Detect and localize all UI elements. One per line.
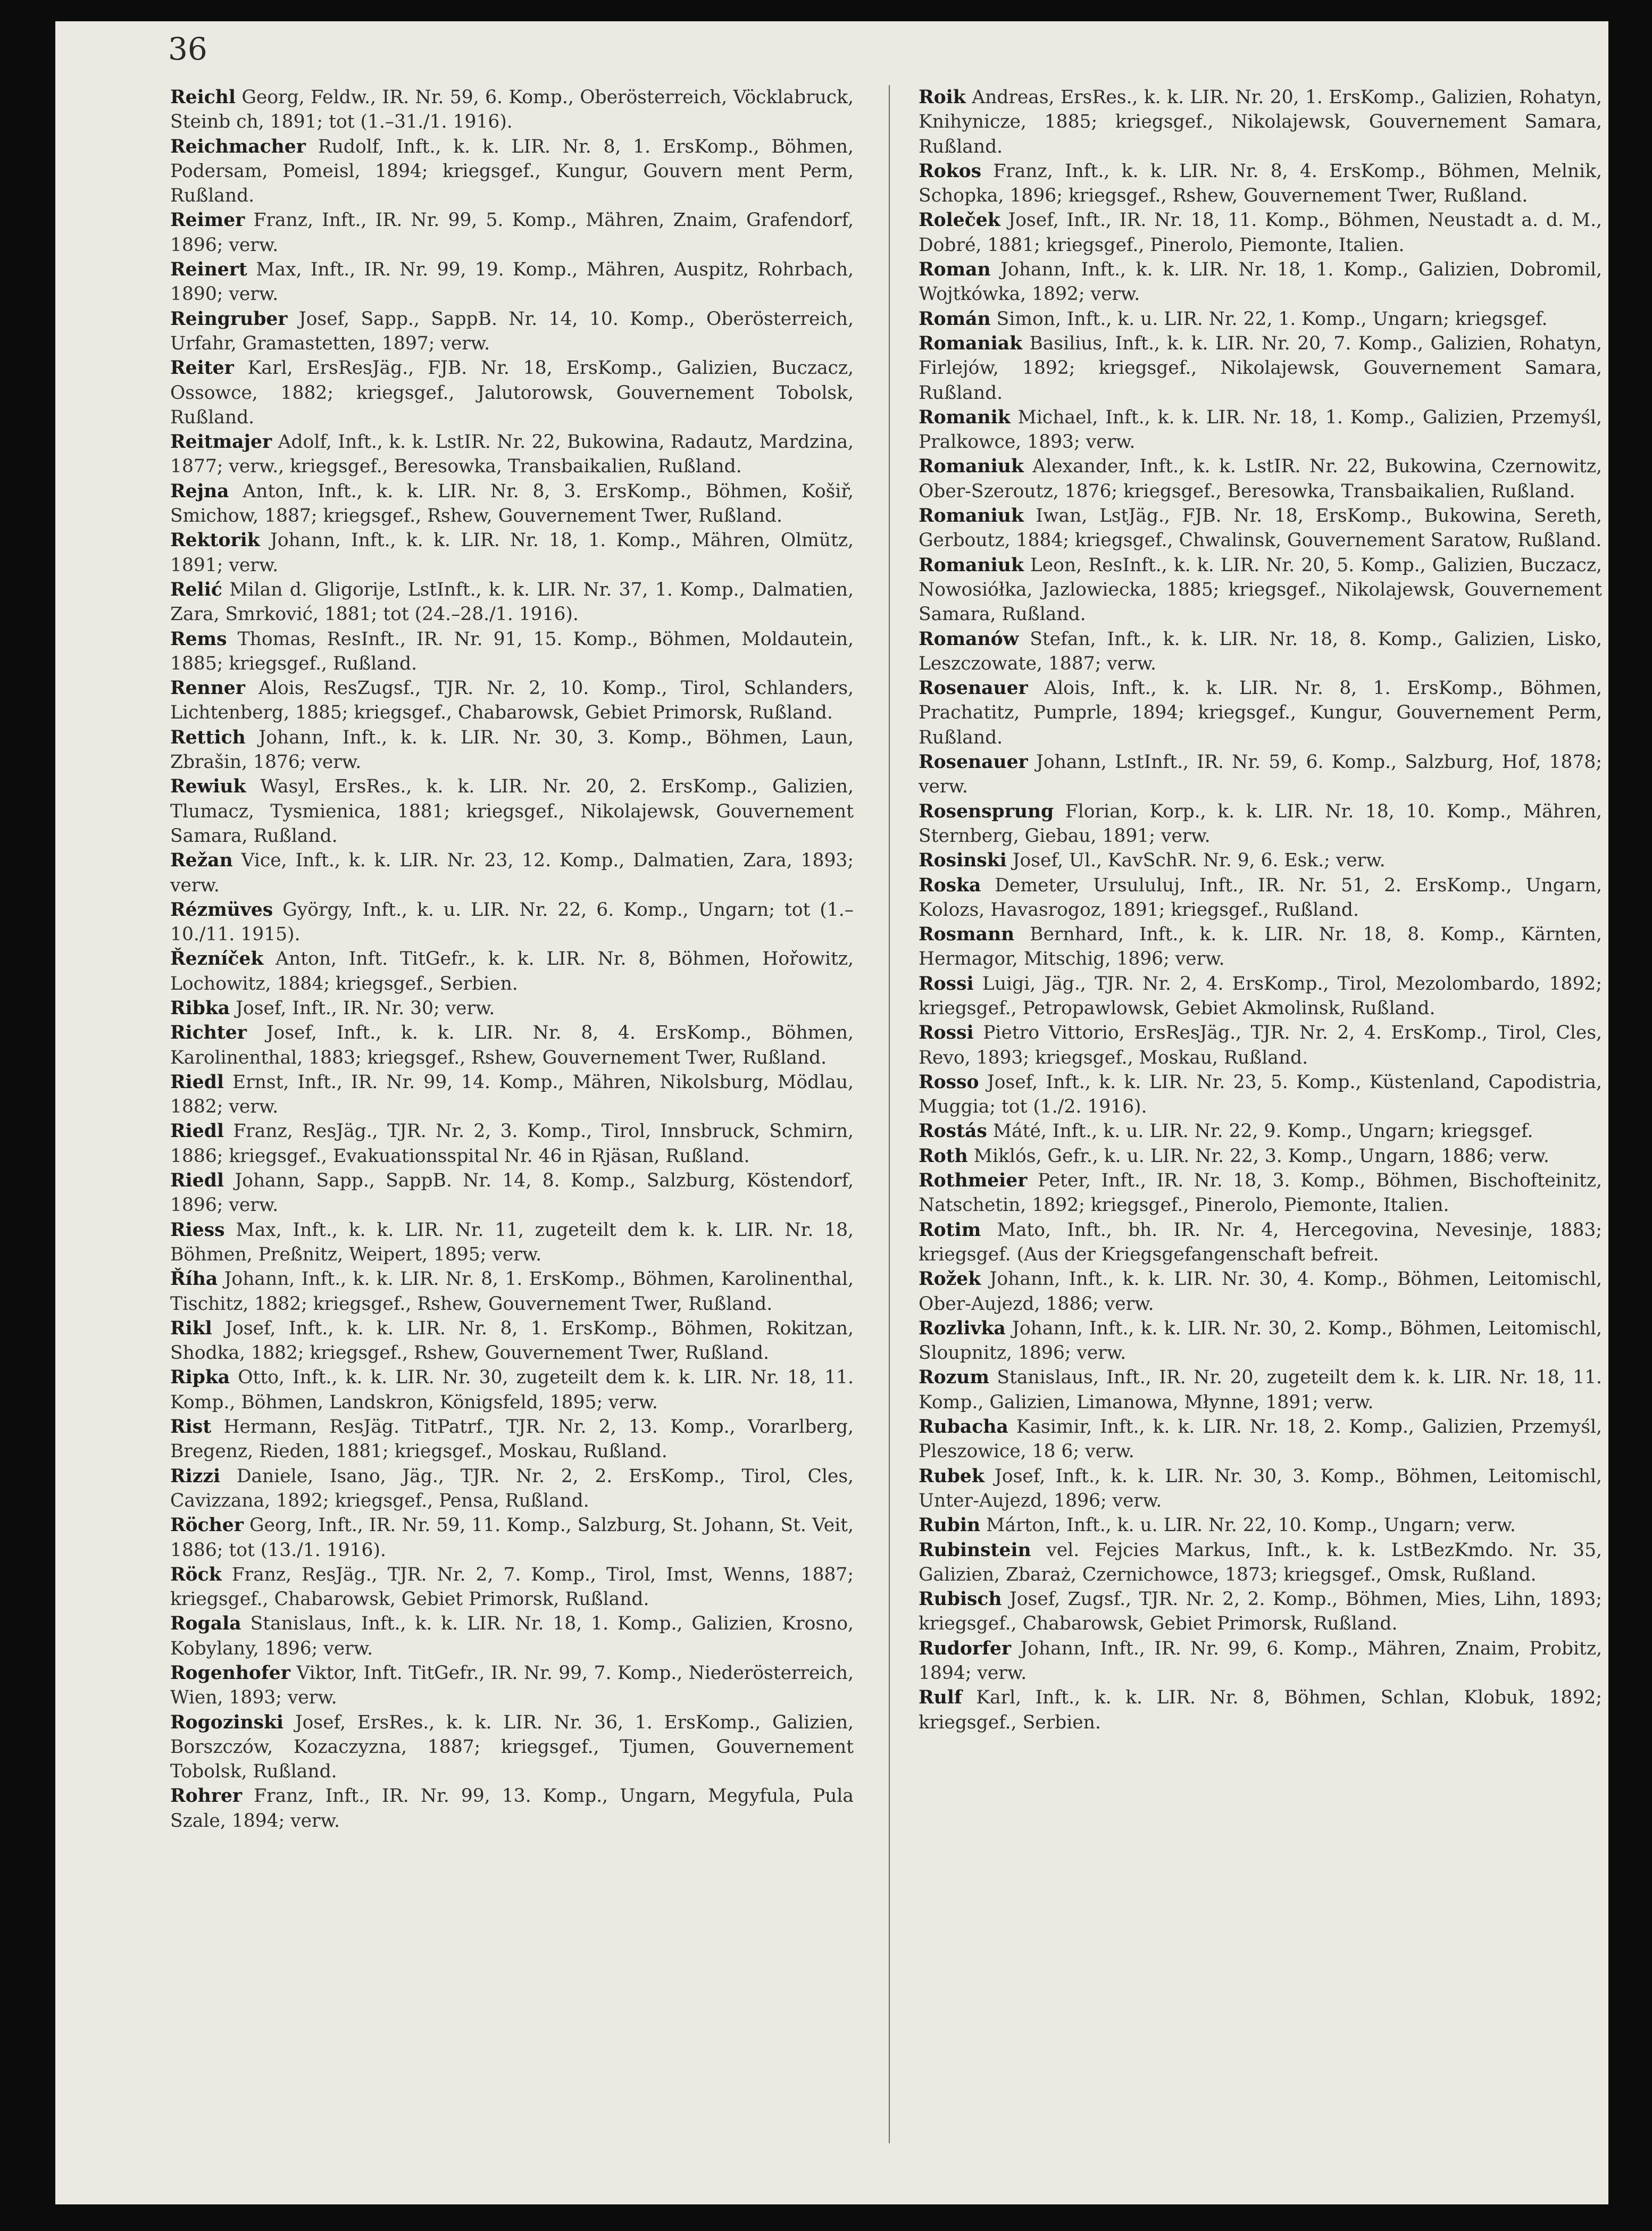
- entry-details: Anton, Inft., k. k. LIR. Nr. 8, 3. ErsKomp., Böhmen, Košiř, Smichow, 1887; kriegsgef., Rshew, Gouvernement Twer, Rußland.: [170, 480, 854, 527]
- entry-surname: Riedl: [170, 1121, 224, 1142]
- entry-surname: Rotim: [919, 1219, 981, 1241]
- entry-surname: Rektorik: [170, 530, 260, 552]
- entry-details: Andreas, ErsRes., k. k. LIR. Nr. 20, 1. ErsKomp., Galizien, Rohatyn, Knihynicze, 1885; kriegsgef., Nikolajewsk, Gouvernement Samara, Rußland.: [919, 87, 1602, 157]
- register-entry: [919, 627, 1602, 676]
- entry-details: Johann, LstInft., IR. Nr. 59, 6. Komp., Salzburg, Hof, 1878; verw.: [919, 751, 1603, 798]
- entry-details: Otto, Inft., k. k. LIR. Nr. 30, zugeteilt dem k. k. LIR. Nr. 18, 11. Komp., Böhmen, Landskron, Königsfeld, 1895; verw.: [170, 1367, 854, 1413]
- entry-details: Johann, Inft., k. k. LIR. Nr. 18, 1. Komp., Galizien, Dobromil, Wojtkówka, 1892; verw.: [919, 259, 1602, 305]
- entry-surname: Rozum: [919, 1367, 989, 1389]
- register-entry: [919, 1218, 1602, 1267]
- entry-surname: Rosenauer: [919, 751, 1028, 773]
- entry-surname: Richter: [170, 1022, 247, 1044]
- register-entry: [170, 578, 854, 627]
- register-entry: [170, 1611, 854, 1661]
- entry-surname: Reitmajer: [170, 431, 272, 453]
- register-entry: [919, 1464, 1602, 1514]
- page-number: 36: [168, 31, 207, 67]
- register-entry: [170, 85, 854, 135]
- entry-details: Josef, Inft., k. k. LIR. Nr. 8, 1. ErsKomp., Böhmen, Rokitzan, Shodka, 1882; kriegsgef., Rshew, Gouvernement Twer, Rußland.: [170, 1317, 854, 1364]
- register-entry: [170, 1119, 854, 1168]
- entry-details: Georg, Inft., IR. Nr. 59, 11. Komp., Salzburg, St. Johann, St. Veit, 1886; tot (13./1. 1916).: [170, 1515, 854, 1561]
- register-entry: [919, 1168, 1602, 1218]
- entry-surname: Rothmeier: [919, 1170, 1028, 1192]
- entry-details: Karl, Inft., k. k. LIR. Nr. 8, Böhmen, Schlan, Klobuk, 1892; kriegsgef., Serbien.: [919, 1687, 1603, 1733]
- entry-details: Kasimir, Inft., k. k. LIR. Nr. 18, 2. Komp., Galizien, Przemyśl, Pleszowice, 18 6; verw.: [919, 1416, 1602, 1463]
- register-entry: [170, 1316, 854, 1366]
- entry-details: Josef, Ul., KavSchR. Nr. 9, 6. Esk.; verw.: [1012, 850, 1386, 872]
- entry-surname: Rogala: [170, 1613, 241, 1635]
- register-entry: [919, 85, 1602, 159]
- entry-details: vel. Fejcies Markus, Inft., k. k. LstBezKmdo. Nr. 35, Galizien, Zbaraż, Czernichowce, 1873; kriegsgef., Omsk, Rußland.: [919, 1539, 1602, 1585]
- entry-surname: Rubinstein: [919, 1539, 1031, 1561]
- entry-details: Luigi, Jäg., TJR. Nr. 2, 4. ErsKomp., Tirol, Mezolombardo, 1892; kriegsgef., Petropawlowsk, Gebiet Akmolinsk, Rußland.: [919, 973, 1602, 1019]
- register-entry: [919, 1513, 1602, 1538]
- entry-details: Franz, ResJäg., TJR. Nr. 2, 3. Komp., Tirol, Innsbruck, Schmirn, 1886; kriegsgef., Evakuationsspital Nr. 46 in Rjäsan, Rußland.: [170, 1121, 854, 1167]
- entry-surname: Roik: [919, 87, 966, 108]
- register-entry: [919, 1267, 1602, 1316]
- entry-surname: Rosinski: [919, 850, 1007, 872]
- entry-details: Alexander, Inft., k. k. LstIR. Nr. 22, Bukowina, Czernowitz, Ober-Szeroutz, 1876; kriegsgef., Beresowka, Transbaikalien, Rußland.: [919, 456, 1603, 502]
- entry-details: Mato, Inft., bh. IR. Nr. 4, Hercegovina, Nevesinje, 1883; kriegsgef. (Aus der Kriegsgefangenschaft befreit.: [919, 1219, 1602, 1265]
- entry-surname: Romanik: [919, 406, 1011, 428]
- entry-details: Karl, ErsResJäg., FJB. Nr. 18, ErsKomp., Galizien, Buczacz, Ossowce, 1882; kriegsgef., Jalutorowsk, Gouvernement Tobolsk, Rußland.: [170, 357, 854, 428]
- entry-surname: Röck: [170, 1564, 222, 1585]
- entry-surname: Roleček: [919, 210, 1000, 231]
- register-entry: [919, 454, 1602, 504]
- register-entry: [170, 430, 854, 479]
- entry-surname: Rožek: [919, 1268, 981, 1290]
- entry-details: Pietro Vittorio, ErsResJäg., TJR. Nr. 2, 4. ErsKomp., Tirol, Cles, Revo, 1893; kriegsgef., Moskau, Rußland.: [919, 1022, 1602, 1068]
- entry-surname: Rewiuk: [170, 776, 246, 798]
- entry-surname: Ribka: [170, 997, 230, 1019]
- entry-details: Georg, Feldw., IR. Nr. 59, 6. Komp., Oberösterreich, Vöcklabruck, Steinb ch, 1891; tot (1.–31./1. 1916).: [170, 87, 854, 133]
- register-entry: [919, 750, 1602, 799]
- entry-surname: Reiter: [170, 357, 234, 379]
- register-entry: [170, 1070, 854, 1119]
- register-entry: [170, 947, 854, 996]
- entry-surname: Reichl: [170, 87, 236, 108]
- entry-details: Leon, ResInft., k. k. LIR. Nr. 20, 5. Komp., Galizien, Buczacz, Nowosiółka, Jazlowiecka, 1885; kriegsgef., Nikolajewsk, Gouvernement Samara, Rußland.: [919, 554, 1602, 625]
- entry-surname: Romaniuk: [919, 456, 1024, 478]
- entry-details: Viktor, Inft. TitGefr., IR. Nr. 99, 7. Komp., Niederösterreich, Wien, 1893; verw.: [170, 1662, 854, 1709]
- register-entry: [919, 1636, 1602, 1686]
- register-entry: [919, 553, 1602, 627]
- entry-details: Demeter, Ursululuj, Inft., IR. Nr. 51, 2. ErsKomp., Ungarn, Kolozs, Havasrogoz, 1891; kriegsgef., Rußland.: [919, 874, 1602, 921]
- entry-surname: Renner: [170, 678, 245, 699]
- register-entry: [919, 922, 1602, 972]
- entry-surname: Rosso: [919, 1071, 979, 1093]
- document-page: [55, 21, 1608, 2204]
- entry-details: Florian, Korp., k. k. LIR. Nr. 18, 10. Komp., Mähren, Sternberg, Giebau, 1891; verw.: [919, 800, 1602, 847]
- entry-surname: Rohrer: [170, 1785, 243, 1807]
- entry-surname: Rozlivka: [919, 1317, 1006, 1339]
- register-entry: [170, 1168, 854, 1218]
- register-entry: [170, 1415, 854, 1464]
- entry-surname: Rettich: [170, 726, 246, 748]
- entry-details: Hermann, ResJäg. TitPatrf., TJR. Nr. 2, 13. Komp., Vorarlberg, Bregenz, Rieden, 1881; kriegsgef., Moskau, Rußland.: [170, 1416, 854, 1463]
- entry-surname: Romaniuk: [919, 505, 1024, 527]
- entry-details: Anton, Inft. TitGefr., k. k. LIR. Nr. 8, Böhmen, Hořowitz, Lochowitz, 1884; kriegsgef., Serbien.: [170, 948, 854, 995]
- entry-details: Alois, ResZugsf., TJR. Nr. 2, 10. Komp., Tirol, Schlanders, Lichtenberg, 1885; kriegsgef., Chabarowsk, Gebiet Primorsk, Rußland.: [170, 678, 854, 724]
- register-entry: [170, 1661, 854, 1710]
- entry-surname: Rogozinski: [170, 1711, 284, 1733]
- register-entry: [170, 356, 854, 430]
- entry-details: Franz, Inft., k. k. LIR. Nr. 8, 4. ErsKomp., Böhmen, Melnik, Schopka, 1896; kriegsgef., Rshew, Gouvernement Twer, Rußland.: [919, 160, 1602, 207]
- entry-details: Miklós, Gefr., k. u. LIR. Nr. 22, 3. Komp., Ungarn, 1886; verw.: [973, 1145, 1549, 1167]
- register-entry: [170, 1267, 854, 1316]
- entry-surname: Riedl: [170, 1170, 224, 1192]
- left-column: [170, 85, 854, 1833]
- entry-surname: Rist: [170, 1416, 212, 1438]
- entry-surname: Reingruber: [170, 308, 288, 330]
- register-entry: [919, 504, 1602, 553]
- entry-details: Franz, Inft., IR. Nr. 99, 5. Komp., Mähren, Znaim, Grafendorf, 1896; verw.: [170, 210, 854, 256]
- entry-surname: Romanów: [919, 628, 1019, 650]
- entry-details: Wasyl, ErsRes., k. k. LIR. Nr. 20, 2. ErsKomp., Galizien, Tlumacz, Tysmienica, 1881; kriegsgef., Nikolajewsk, Gouvernement Samara, Rußland.: [170, 776, 854, 847]
- entry-surname: Rosmann: [919, 924, 1015, 946]
- register-entry: [919, 331, 1602, 405]
- column-divider: [889, 85, 890, 2143]
- entry-surname: Rosenauer: [919, 678, 1028, 699]
- entry-surname: Rossi: [919, 973, 974, 995]
- entry-details: Johann, Sapp., SappB. Nr. 14, 8. Komp., Salzburg, Köstendorf, 1896; verw.: [170, 1170, 854, 1216]
- register-entry: [919, 1144, 1602, 1168]
- register-entry: [919, 848, 1602, 873]
- entry-surname: Roska: [919, 874, 981, 896]
- register-entry: [919, 208, 1602, 257]
- register-entry: [170, 627, 854, 676]
- register-entry: [170, 135, 854, 208]
- register-entry: [170, 1784, 854, 1833]
- register-entry: [919, 1587, 1602, 1636]
- entry-surname: Rokos: [919, 160, 982, 182]
- entry-surname: Riedl: [170, 1071, 224, 1093]
- register-entry: [919, 873, 1602, 923]
- entry-details: Josef, Inft., k. k. LIR. Nr. 23, 5. Komp., Küstenland, Capodistria, Muggia; tot (1./2. 1916).: [919, 1071, 1603, 1118]
- register-entry: [170, 1218, 854, 1267]
- register-entry: [919, 159, 1602, 208]
- entry-surname: Ripka: [170, 1367, 230, 1389]
- register-entry: [919, 972, 1602, 1021]
- entry-surname: Rogenhofer: [170, 1662, 290, 1684]
- entry-surname: Romaniak: [919, 332, 1022, 354]
- entry-details: Josef, Inft., k. k. LIR. Nr. 30, 3. Komp., Böhmen, Leitomischl, Unter-Aujezd, 1896; verw.: [919, 1465, 1602, 1511]
- entry-surname: Rudorfer: [919, 1637, 1012, 1659]
- register-entry: [919, 1415, 1602, 1464]
- entry-surname: Rubin: [919, 1515, 981, 1536]
- entry-details: Johann, Inft., k. k. LIR. Nr. 18, 1. Komp., Mähren, Olmütz, 1891; verw.: [170, 530, 854, 576]
- register-entry: [170, 725, 854, 775]
- right-column: [919, 85, 1602, 1735]
- register-entry: [919, 1316, 1602, 1366]
- entry-surname: Roth: [919, 1145, 968, 1167]
- register-entry: [170, 1562, 854, 1612]
- entry-details: Simon, Inft., k. u. LIR. Nr. 22, 1. Komp., Ungarn; kriegsgef.: [996, 308, 1548, 330]
- entry-surname: Romaniuk: [919, 554, 1024, 576]
- entry-details: Johann, Inft., k. k. LIR. Nr. 30, 4. Komp., Böhmen, Leitomischl, Ober-Aujezd, 1886; verw.: [919, 1268, 1602, 1315]
- entry-surname: Reinert: [170, 259, 247, 281]
- register-entry: [170, 898, 854, 947]
- entry-surname: Rubisch: [919, 1589, 1002, 1610]
- register-entry: [919, 1021, 1602, 1070]
- entry-surname: Rulf: [919, 1687, 962, 1709]
- entry-details: Márton, Inft., k. u. LIR. Nr. 22, 10. Komp., Ungarn; verw.: [986, 1515, 1516, 1536]
- register-entry: [170, 257, 854, 307]
- entry-surname: Řezníček: [170, 948, 264, 970]
- register-entry: [919, 799, 1602, 849]
- entry-details: Max, Inft., k. k. LIR. Nr. 11, zugeteilt dem k. k. LIR. Nr. 18, Böhmen, Preßnitz, Weipert, 1895; verw.: [170, 1219, 854, 1265]
- entry-surname: Reimer: [170, 210, 245, 231]
- register-entry: [919, 1538, 1602, 1587]
- register-entry: [170, 1513, 854, 1562]
- entry-details: Rudolf, Inft., k. k. LIR. Nr. 8, 1. ErsKomp., Böhmen, Podersam, Pomeisl, 1894; kriegsgef., Kungur, Gouvern ment Perm, Rußland.: [170, 136, 854, 207]
- entry-details: Johann, Inft., IR. Nr. 99, 6. Komp., Mähren, Znaim, Probitz, 1894; verw.: [919, 1637, 1602, 1684]
- entry-details: Josef, Inft., IR. Nr. 30; verw.: [236, 997, 495, 1019]
- entry-details: Josef, ErsRes., k. k. LIR. Nr. 36, 1. ErsKomp., Galizien, Borszczów, Kozaczyzna, 1887; kriegsgef., Tjumen, Gouvernement Tobolsk, Rußland.: [170, 1711, 854, 1783]
- register-entry: [170, 848, 854, 898]
- register-entry: [170, 1710, 854, 1784]
- entry-surname: Rems: [170, 628, 227, 650]
- entry-details: Josef, Inft., IR. Nr. 18, 11. Komp., Böhmen, Neustadt a. d. M., Dobré, 1881; kriegsgef., Pinerolo, Piemonte, Italien.: [919, 210, 1603, 256]
- entry-details: Ernst, Inft., IR. Nr. 99, 14. Komp., Mähren, Nikolsburg, Mödlau, 1882; verw.: [170, 1071, 854, 1118]
- entry-details: Thomas, ResInft., IR. Nr. 91, 15. Komp., Böhmen, Moldautein, 1885; kriegsgef., Rußland.: [170, 628, 854, 674]
- register-entry: [919, 1685, 1602, 1735]
- register-entry: [919, 676, 1602, 750]
- entry-surname: Röcher: [170, 1515, 244, 1536]
- entry-details: Adolf, Inft., k. k. LstIR. Nr. 22, Bukowina, Radautz, Mardzina, 1877; verw., kriegsgef., Beresowka, Transbaikalien, Rußland.: [170, 431, 854, 478]
- register-entry: [170, 1464, 854, 1514]
- entry-surname: Relić: [170, 579, 222, 600]
- register-entry: [170, 1021, 854, 1070]
- entry-details: Stanislaus, Inft., k. k. LIR. Nr. 18, 1. Komp., Galizien, Krosno, Kobylany, 1896; verw.: [170, 1613, 854, 1659]
- register-entry: [919, 1119, 1602, 1143]
- register-entry: [170, 208, 854, 257]
- entry-details: Johann, Inft., k. k. LIR. Nr. 30, 2. Komp., Böhmen, Leitomischl, Sloupnitz, 1896; verw.: [919, 1317, 1602, 1364]
- entry-surname: Říha: [170, 1268, 218, 1290]
- entry-surname: Rikl: [170, 1317, 212, 1339]
- entry-surname: Román: [919, 308, 991, 330]
- entry-surname: Rubek: [919, 1465, 984, 1487]
- entry-details: Peter, Inft., IR. Nr. 18, 3. Komp., Böhmen, Bischofteinitz, Natschetin, 1892; kriegsgef., Pinerolo, Piemonte, Italien.: [919, 1170, 1602, 1216]
- entry-details: Johann, Inft., k. k. LIR. Nr. 8, 1. ErsKomp., Böhmen, Karolinenthal, Tischitz, 1882; kriegsgef., Rshew, Gouvernement Twer, Rußland.: [170, 1268, 854, 1315]
- entry-surname: Rubacha: [919, 1416, 1008, 1438]
- entry-details: Josef, Sapp., SappB. Nr. 14, 10. Komp., Oberösterreich, Urfahr, Gramastetten, 1897; verw.: [170, 308, 854, 354]
- entry-details: Iwan, LstJäg., FJB. Nr. 18, ErsKomp., Bukowina, Sereth, Gerboutz, 1884; kriegsgef., Chwalinsk, Gouvernement Saratow, Rußland.: [919, 505, 1602, 552]
- entry-details: Franz, Inft., IR. Nr. 99, 13. Komp., Ungarn, Megyfula, Pula Szale, 1894; verw.: [170, 1785, 854, 1832]
- entry-surname: Roman: [919, 259, 991, 281]
- entry-details: Max, Inft., IR. Nr. 99, 19. Komp., Mähren, Auspitz, Rohrbach, 1890; verw.: [170, 259, 854, 305]
- register-entry: [170, 676, 854, 725]
- register-entry: [170, 996, 854, 1021]
- entry-details: Bernhard, Inft., k. k. LIR. Nr. 18, 8. Komp., Kärnten, Hermagor, Mitschig, 1896; verw.: [919, 924, 1602, 970]
- entry-details: Franz, ResJäg., TJR. Nr. 2, 7. Komp., Tirol, Imst, Wenns, 1887; kriegsgef., Chabarowsk, Gebiet Primorsk, Rußland.: [170, 1564, 854, 1610]
- entry-details: Máté, Inft., k. u. LIR. Nr. 22, 9. Komp., Ungarn; kriegsgef.: [992, 1121, 1533, 1142]
- entry-details: Josef, Zugsf., TJR. Nr. 2, 2. Komp., Böhmen, Mies, Lihn, 1893; kriegsgef., Chabarowsk, Gebiet Primorsk, Rußland.: [919, 1589, 1602, 1635]
- register-entry: [170, 307, 854, 356]
- entry-surname: Reichmacher: [170, 136, 306, 157]
- entry-details: Alois, Inft., k. k. LIR. Nr. 8, 1. ErsKomp., Böhmen, Prachatitz, Pumprle, 1894; kriegsgef., Kungur, Gouvernement Perm, Rußland.: [919, 678, 1602, 748]
- entry-surname: Rostás: [919, 1121, 987, 1142]
- entry-surname: Režan: [170, 850, 233, 872]
- entry-details: Milan d. Gligorije, LstInft., k. k. LIR. Nr. 37, 1. Komp., Dalmatien, Zara, Smrković, 1881; tot (24.–28./1. 1916).: [170, 579, 854, 625]
- register-entry: [919, 1070, 1602, 1119]
- register-entry: [170, 479, 854, 529]
- register-entry: [919, 1365, 1602, 1415]
- entry-details: Stefan, Inft., k. k. LIR. Nr. 18, 8. Komp., Galizien, Lisko, Leszczowate, 1887; verw.: [919, 628, 1602, 674]
- entry-details: Basilius, Inft., k. k. LIR. Nr. 20, 7. Komp., Galizien, Rohatyn, Firlejów, 1892; kriegsgef., Nikolajewsk, Gouvernement Samara, Rußland.: [919, 332, 1603, 404]
- entry-surname: Riess: [170, 1219, 225, 1241]
- entry-details: Johann, Inft., k. k. LIR. Nr. 30, 3. Komp., Böhmen, Laun, Zbrašin, 1876; verw.: [170, 726, 854, 773]
- register-entry: [170, 1365, 854, 1415]
- entry-details: Josef, Inft., k. k. LIR. Nr. 8, 4. ErsKomp., Böhmen, Karolinenthal, 1883; kriegsgef., Rshew, Gouvernement Twer, Rußland.: [170, 1022, 854, 1068]
- entry-details: Vice, Inft., k. k. LIR. Nr. 23, 12. Komp., Dalmatien, Zara, 1893; verw.: [170, 850, 854, 896]
- entry-details: Michael, Inft., k. k. LIR. Nr. 18, 1. Komp., Galizien, Przemyśl, Pralkowce, 1893; verw.: [919, 406, 1602, 453]
- entry-surname: Rizzi: [170, 1465, 221, 1487]
- entry-details: György, Inft., k. u. LIR. Nr. 22, 6. Komp., Ungarn; tot (1.–10./11. 1915).: [170, 899, 854, 946]
- entry-surname: Rosensprung: [919, 800, 1054, 822]
- entry-surname: Rossi: [919, 1022, 974, 1044]
- entry-surname: Rejna: [170, 480, 229, 502]
- register-entry: [919, 307, 1602, 331]
- register-entry: [919, 405, 1602, 455]
- entry-details: Daniele, Isano, Jäg., TJR. Nr. 2, 2. ErsKomp., Tirol, Cles, Cavizzana, 1892; kriegsgef., Pensa, Rußland.: [170, 1465, 854, 1511]
- register-entry: [919, 257, 1602, 307]
- register-entry: [170, 774, 854, 848]
- register-entry: [170, 528, 854, 578]
- entry-details: Stanislaus, Inft., IR. Nr. 20, zugeteilt dem k. k. LIR. Nr. 18, 11. Komp., Galizien, Limanowa, Młynne, 1891; verw.: [919, 1367, 1603, 1413]
- entry-surname: Rézmüves: [170, 899, 273, 921]
